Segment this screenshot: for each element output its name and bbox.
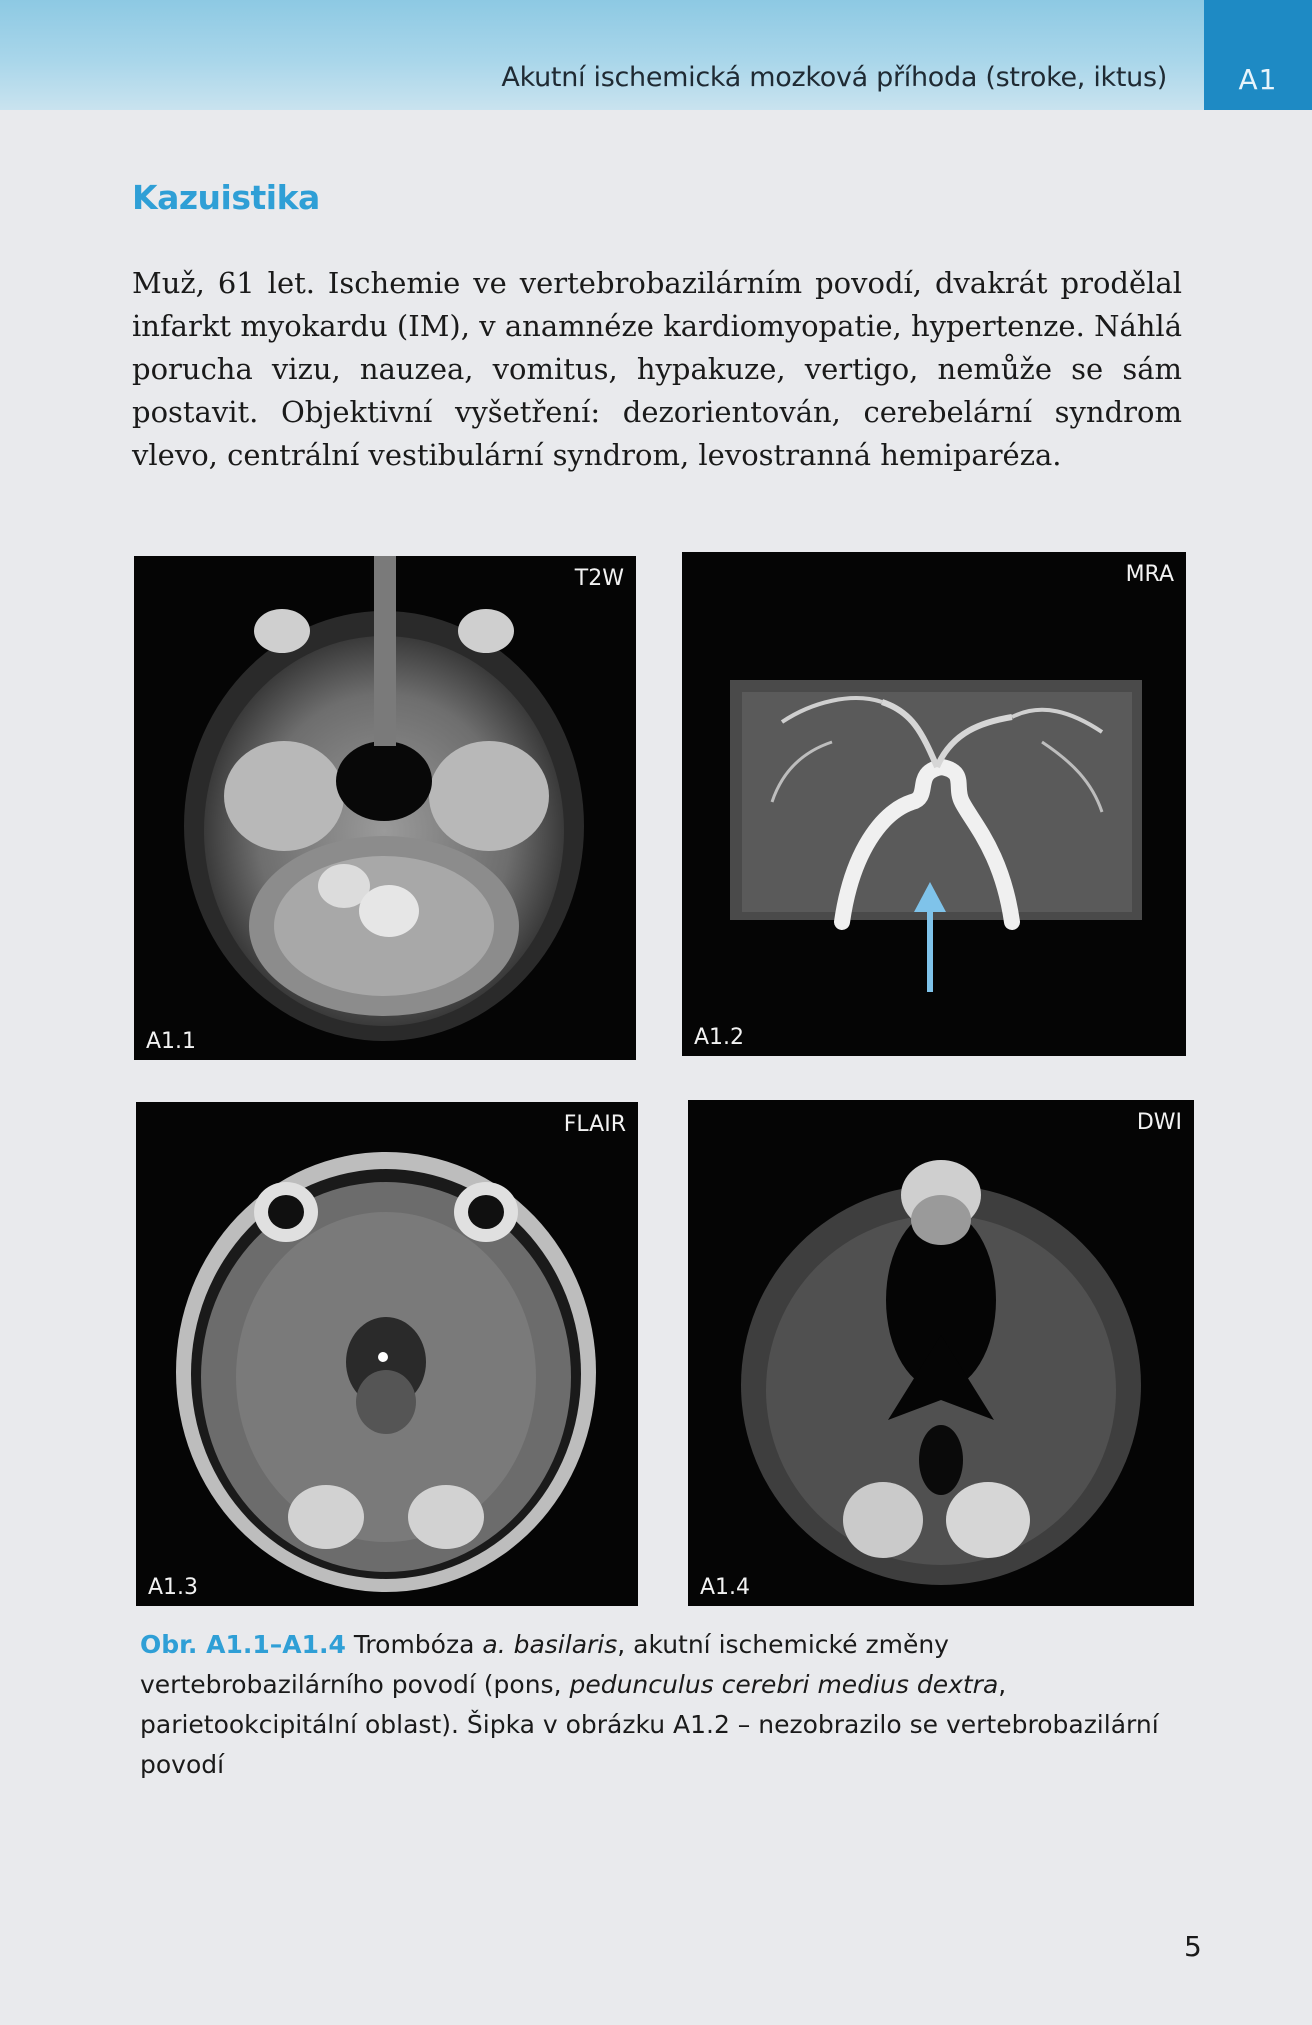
section-heading: Kazuistika [132,178,320,217]
chapter-label: A1 [1238,63,1278,96]
modality-label: MRA [1125,562,1174,587]
caption-text-3: , parietookcipitální oblast). Šipka v obrázku A1.2 – nezobrazilo se vertebrobazilární povodí [140,1670,1159,1779]
brain-axial-t2w-image [134,556,636,1060]
figure-panel-t2w [134,556,636,1060]
figure-id-label: A1.3 [148,1575,199,1600]
header-band [0,0,1204,110]
figure-id-label: A1.2 [694,1025,745,1050]
figure-caption [140,1625,1200,1785]
caption-italic-1: a. basilaris [482,1630,618,1659]
running-header-title: Akutní ischemická mozková příhoda (stroke, iktus) [501,62,1167,93]
mra-angiography-image [682,552,1186,1056]
caption-italic-2: pedunculus cerebri medius dextra [569,1670,999,1699]
chapter-tab [1204,0,1312,110]
figure-panel-mra [682,552,1186,1056]
figure-panel-dwi [688,1100,1194,1606]
modality-label: DWI [1136,1110,1182,1135]
modality-label: FLAIR [563,1112,626,1137]
caption-label: Obr. A1.1–A1.4 [140,1630,346,1659]
figure-panel-flair [136,1102,638,1606]
page-number: 5 [1184,1930,1202,1963]
brain-axial-dwi-image [688,1100,1194,1606]
case-description: Muž, 61 let. Ischemie ve vertebrobazilárním povodí, dvakrát prodělal infarkt myokardu (IM), v anamnéze kardiomyopatie, hypertenze. Náhlá porucha vizu, nauzea, vomitus, hypakuze, vertigo, nemůže se sám postavit. Objektivní vyšetření: dezorientován, cerebelární syndrom vlevo, centrální vestibulární syndrom, levostranná hemiparéza. [132,266,1182,472]
modality-label: T2W [574,566,624,591]
figure-id-label: A1.1 [146,1029,197,1054]
caption-text-1: Trombóza [345,1630,483,1659]
caption-text-2: , akutní ischemické změny vertebrobazilárního povodí (pons, [140,1630,949,1699]
figure-id-label: A1.4 [700,1575,751,1600]
brain-axial-flair-image [136,1102,638,1606]
